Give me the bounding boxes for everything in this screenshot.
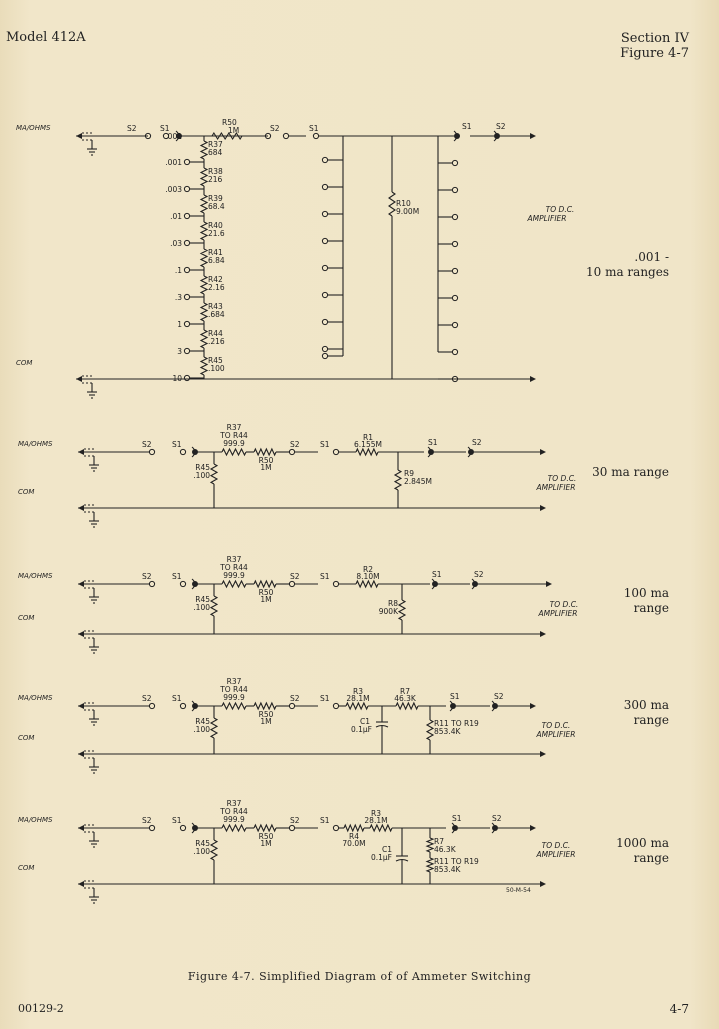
range-label-4: 300 ma range — [623, 698, 669, 727]
label: TO D.C. — [541, 841, 571, 850]
switch-wiper-dot — [428, 449, 434, 455]
label: R11 TO R19 — [434, 857, 479, 866]
label: 8.10M — [356, 572, 380, 581]
resistor-r50 — [254, 581, 276, 587]
label: R37 — [208, 140, 223, 149]
switch-contact — [184, 186, 189, 191]
arrow-head — [546, 581, 552, 587]
ladder-resistor — [201, 222, 207, 240]
terminal-label: MA/OHMS — [18, 440, 53, 448]
label: S1 — [320, 440, 330, 449]
label: 46.3K — [394, 694, 416, 703]
label: R7 — [434, 837, 444, 846]
resistor-r10 — [389, 192, 395, 216]
switch-contact — [452, 322, 457, 327]
label: .216 — [208, 337, 225, 346]
label: R50 — [258, 588, 274, 597]
resistor-r7 — [427, 838, 433, 852]
label: R44 — [208, 329, 223, 338]
switch-wiper-dot — [468, 449, 474, 455]
switch-contact — [184, 375, 189, 380]
label: 28.1M — [346, 694, 370, 703]
resistor-r11 — [427, 720, 433, 740]
label: S2 — [492, 814, 502, 823]
switch-contact — [452, 241, 457, 246]
tap-label: .001 — [165, 158, 182, 167]
label: AMPLIFIER — [527, 214, 567, 223]
label: S1 — [320, 572, 330, 581]
switch-contact — [333, 449, 338, 454]
label: S1 — [462, 122, 472, 131]
label: 853.4K — [434, 865, 461, 874]
label: R45 — [208, 356, 223, 365]
label: S2 — [290, 694, 300, 703]
label: R1 — [363, 433, 373, 442]
label: 70.0M — [342, 839, 366, 848]
ladder-resistor — [201, 141, 207, 159]
resistor-r37 — [222, 703, 246, 709]
label: S1 — [172, 440, 182, 449]
range-label-2: 30 ma range — [592, 465, 669, 479]
label: TO D.C. — [549, 600, 579, 609]
label: AMPLIFIER — [538, 609, 578, 618]
arrow-head — [530, 376, 536, 382]
resistor-r11 — [427, 858, 433, 872]
label: AMPLIFIER — [536, 730, 576, 739]
switch-contact — [313, 133, 318, 138]
switch-wiper-dot — [454, 133, 460, 139]
label: R40 — [208, 221, 223, 230]
arrow-head — [540, 751, 546, 757]
label: 999.9 — [223, 815, 245, 824]
label: R37 — [226, 799, 242, 808]
switch-wiper-dot — [472, 581, 478, 587]
label: S2 — [290, 816, 300, 825]
label: AMPLIFIER — [536, 483, 576, 492]
resistor-r45 — [211, 718, 217, 738]
switch-contact — [180, 449, 185, 454]
switch-wiper-dot — [452, 825, 458, 831]
switch-contact — [149, 825, 154, 830]
label: 68.4 — [208, 202, 225, 211]
tap-label: 3 — [177, 347, 182, 356]
switch-contact — [180, 703, 185, 708]
label: S2 — [142, 440, 152, 449]
range-label-1: .001 - 10 ma ranges — [586, 250, 669, 279]
figure-caption: Figure 4-7. Simplified Diagram of of Ammeter Switching — [187, 970, 532, 983]
switch-contact — [452, 295, 457, 300]
label: C1 — [359, 717, 370, 726]
arrow-head — [540, 449, 546, 455]
tap-label: .03 — [170, 239, 182, 248]
label: 1M — [260, 839, 272, 848]
switch-contact — [452, 214, 457, 219]
label: S2 — [496, 122, 506, 131]
resistor-r50 — [254, 703, 276, 709]
terminal-label: COM — [16, 359, 33, 367]
label: S2 — [474, 570, 484, 579]
label: S2 — [494, 692, 504, 701]
switch-contact — [184, 159, 189, 164]
switch-contact — [322, 353, 327, 358]
label: R45 — [195, 463, 210, 472]
label: R50 — [258, 456, 274, 465]
label: 6.155M — [354, 440, 382, 449]
label: 900K — [378, 607, 398, 616]
resistor-r37 — [222, 581, 246, 587]
switch-contact — [289, 703, 294, 708]
resistor-r50 — [254, 825, 276, 831]
tap-label: 10 — [172, 374, 182, 383]
switch-contact — [322, 346, 327, 351]
label: .100 — [208, 364, 225, 373]
label: R37 — [226, 677, 242, 686]
switch-contact — [184, 240, 189, 245]
resistor-r1 — [356, 449, 378, 455]
ladder-resistor — [201, 249, 207, 267]
label: 1M — [228, 126, 240, 135]
label: 46.3K — [434, 845, 456, 854]
label: .001 — [165, 132, 182, 141]
label: R50 — [258, 832, 274, 841]
label: R42 — [208, 275, 223, 284]
label: TO R44 — [220, 807, 248, 816]
label: 6.84 — [208, 256, 225, 265]
label: S1 — [160, 124, 170, 133]
label: 684 — [208, 148, 223, 157]
label: .100 — [193, 603, 210, 612]
ladder-resistor — [201, 195, 207, 213]
terminal-label: MA/OHMS — [16, 124, 51, 132]
ladder-resistor — [201, 168, 207, 186]
switch-contact — [184, 213, 189, 218]
switch-contact — [289, 581, 294, 586]
label: R10 — [396, 199, 411, 208]
switch-contact — [283, 133, 288, 138]
page-number: 4-7 — [669, 1002, 689, 1016]
label: 9.00M — [396, 207, 420, 216]
label: R37 — [226, 555, 242, 564]
tap-label: .1 — [174, 266, 182, 275]
switch-contact — [333, 825, 338, 830]
label: 1M — [260, 717, 272, 726]
label: 1M — [260, 595, 272, 604]
switch-wiper-dot — [450, 703, 456, 709]
switch-contact — [184, 267, 189, 272]
label: TO R44 — [220, 431, 248, 440]
switch-contact — [322, 211, 327, 216]
label: R43 — [208, 302, 223, 311]
label: S1 — [450, 692, 460, 701]
arrow-head — [540, 505, 546, 511]
label: S1 — [172, 694, 182, 703]
resistor-r2 — [356, 581, 378, 587]
resistor-r45 — [211, 840, 217, 860]
switch-contact — [322, 238, 327, 243]
label: 999.9 — [223, 439, 245, 448]
resistor-r3 — [346, 703, 368, 709]
label: S1 — [172, 816, 182, 825]
label: R4 — [349, 832, 359, 841]
label: 853.4K — [434, 727, 461, 736]
label: R39 — [208, 194, 223, 203]
ladder-resistor — [201, 276, 207, 294]
resistor-r8 — [399, 600, 405, 620]
arrow-head — [540, 631, 546, 637]
arrow-head — [540, 881, 546, 887]
terminal-label: MA/OHMS — [18, 816, 53, 824]
arrow-head — [530, 703, 536, 709]
label: 28.1M — [364, 816, 388, 825]
switch-contact — [333, 703, 338, 708]
switch-contact — [322, 184, 327, 189]
switch-contact — [184, 348, 189, 353]
label: TO D.C. — [541, 721, 571, 730]
label: 2.845M — [404, 477, 432, 486]
resistor-r9 — [395, 470, 401, 490]
range-label-3: 100 ma range — [623, 586, 669, 615]
resistor-r7 — [396, 703, 418, 709]
drawing-stamp: 50-M-54 — [506, 887, 531, 894]
resistor-r37 — [222, 449, 246, 455]
label: TO D.C. — [545, 205, 575, 214]
label: 1M — [260, 463, 272, 472]
range-label-5: 1000 ma range — [616, 836, 669, 865]
switch-contact — [149, 449, 154, 454]
label: R50 — [258, 710, 274, 719]
label: R37 — [226, 423, 242, 432]
label: R8 — [388, 599, 398, 608]
label: .684 — [208, 310, 225, 319]
tap-label: .3 — [174, 293, 182, 302]
switch-contact — [452, 349, 457, 354]
arrow-head — [530, 133, 536, 139]
label: R3 — [353, 687, 363, 696]
switch-wiper-dot — [494, 133, 500, 139]
switch-wiper-dot — [492, 703, 498, 709]
resistor-r45 — [211, 464, 217, 484]
label: AMPLIFIER — [536, 850, 576, 859]
label: 0.1μF — [370, 853, 392, 862]
switch-contact — [184, 321, 189, 326]
label: R38 — [208, 167, 223, 176]
label: R45 — [195, 595, 210, 604]
switch-contact — [333, 581, 338, 586]
label: S2 — [142, 816, 152, 825]
label: TO R44 — [220, 685, 248, 694]
page-code: 00129-2 — [18, 1002, 64, 1015]
label: 0.1μF — [350, 725, 372, 734]
label: R45 — [195, 839, 210, 848]
figure-header: Figure 4-7 — [620, 46, 689, 61]
terminal-label: COM — [18, 614, 35, 622]
label: R3 — [371, 809, 381, 818]
label: 2.16 — [208, 283, 225, 292]
model-header: Model 412A — [6, 30, 86, 45]
terminal-label: MA/OHMS — [18, 694, 53, 702]
label: S1 — [172, 572, 182, 581]
label: TO R44 — [220, 563, 248, 572]
switch-contact — [322, 292, 327, 297]
label: 21.6 — [208, 229, 225, 238]
label: R50 — [222, 118, 237, 127]
label: 216 — [208, 175, 223, 184]
switch-contact — [452, 187, 457, 192]
switch-contact — [149, 581, 154, 586]
label: C1 — [381, 845, 392, 854]
label: R41 — [208, 248, 223, 257]
ladder-resistor — [201, 303, 207, 321]
switch-contact — [452, 160, 457, 165]
label: S1 — [320, 816, 330, 825]
label: S1 — [432, 570, 442, 579]
label: R45 — [195, 717, 210, 726]
label: TO D.C. — [547, 474, 577, 483]
label: .100 — [193, 725, 210, 734]
label: S2 — [270, 124, 280, 133]
switch-contact — [289, 825, 294, 830]
switch-contact — [180, 581, 185, 586]
label: R9 — [404, 469, 414, 478]
label: S1 — [452, 814, 462, 823]
label: .100 — [193, 847, 210, 856]
label: S2 — [290, 440, 300, 449]
label: S2 — [472, 438, 482, 447]
resistor-r4 — [344, 825, 364, 831]
resistor-r50 — [254, 449, 276, 455]
tap-label: .003 — [165, 185, 182, 194]
label: S2 — [290, 572, 300, 581]
label: .100 — [193, 471, 210, 480]
resistor-r37 — [222, 825, 246, 831]
terminal-label: COM — [18, 734, 35, 742]
tap-label: .01 — [170, 212, 182, 221]
label: S1 — [320, 694, 330, 703]
label: S2 — [142, 572, 152, 581]
switch-contact — [149, 703, 154, 708]
switch-contact — [184, 294, 189, 299]
switch-wiper-dot — [432, 581, 438, 587]
switch-contact — [180, 825, 185, 830]
ladder-resistor — [201, 357, 207, 375]
arrow-head — [530, 825, 536, 831]
ladder-resistor — [201, 330, 207, 348]
section-header: Section IV — [620, 31, 689, 46]
switch-contact — [322, 157, 327, 162]
resistor-r3 — [370, 825, 392, 831]
label: S1 — [428, 438, 438, 447]
switch-wiper-dot — [492, 825, 498, 831]
label: S2 — [127, 124, 137, 133]
label: S2 — [142, 694, 152, 703]
switch-contact — [322, 319, 327, 324]
label: 999.9 — [223, 693, 245, 702]
terminal-label: MA/OHMS — [18, 572, 53, 580]
label: R11 TO R19 — [434, 719, 479, 728]
tap-label: 1 — [177, 320, 182, 329]
terminal-label: COM — [18, 864, 35, 872]
switch-contact — [322, 265, 327, 270]
label: R2 — [363, 565, 373, 574]
switch-contact — [289, 449, 294, 454]
terminal-label: COM — [18, 488, 35, 496]
label: S1 — [309, 124, 319, 133]
switch-contact — [452, 268, 457, 273]
label: R7 — [400, 687, 410, 696]
label: 999.9 — [223, 571, 245, 580]
resistor-r45 — [211, 596, 217, 616]
